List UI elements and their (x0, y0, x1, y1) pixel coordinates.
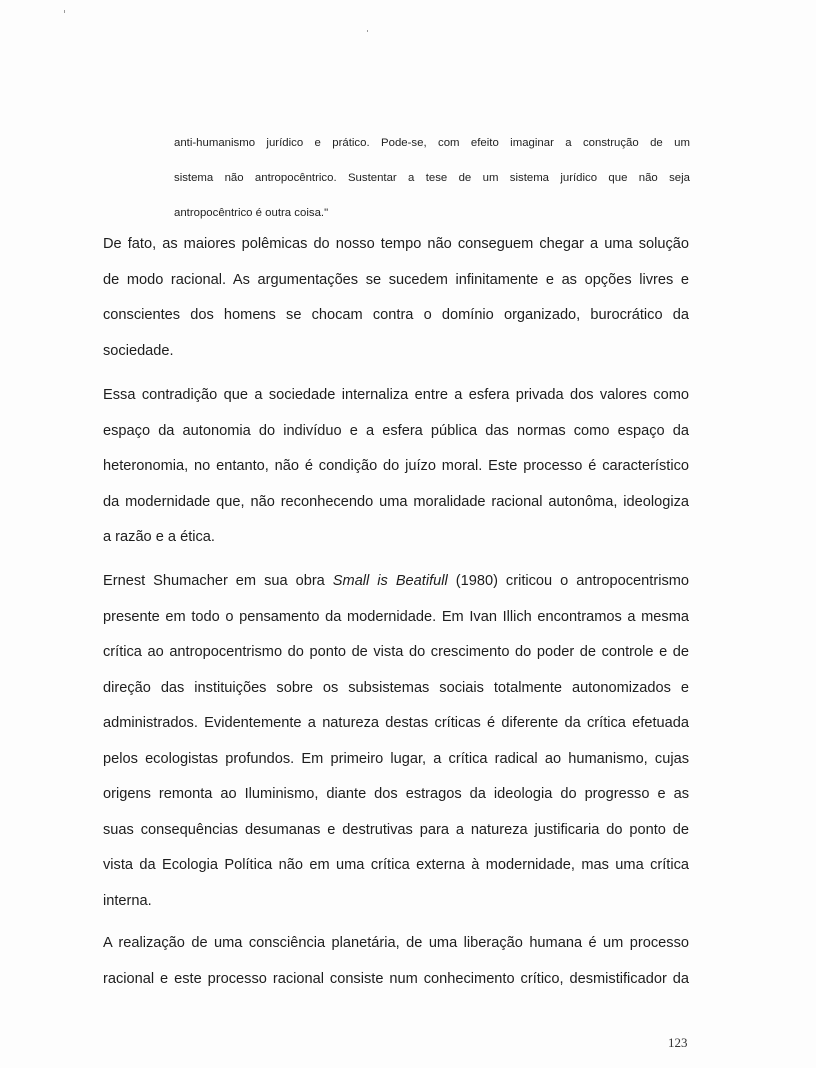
text-line: heteronomia, no entanto, não é condição do juízo moral. Este processo é característico (103, 458, 689, 474)
text-line: Essa contradição que a sociedade internaliza entre a esfera privada dos valores como (103, 387, 689, 403)
page-number: 123 (668, 1035, 688, 1050)
paragraph-2 (103, 378, 689, 556)
text-line: suas consequências desumanas e destrutivas para a natureza justificaria do ponto de (103, 821, 689, 838)
text-line: a razão e a ética. (103, 529, 215, 545)
text-line: presente em todo o pensamento da modernidade. Em Ivan Illich encontramos a mesma (103, 608, 689, 625)
scan-speck (367, 30, 368, 32)
text-line: A realização de uma consciência planetária, de uma liberação humana é um processo (103, 935, 689, 951)
paragraph-4 (103, 926, 689, 997)
text-line: espaço da autonomia do indivíduo e a esfera pública das normas como espaço da (103, 422, 689, 439)
quote-line: anti-humanismo jurídico e prático. Pode-se, com efeito imaginar a construção de um (174, 137, 690, 149)
text-line: de modo racional. As argumentações se sucedem infinitamente e as opções livres e (103, 271, 689, 288)
text-line: direção das instituições sobre os subsistemas sociais totalmente autonomizados e (103, 679, 689, 696)
text-line: origens remonta ao Iluminismo, diante dos estragos da ideologia do progresso e as (103, 786, 689, 802)
scan-speck (64, 10, 65, 13)
text-line: De fato, as maiores polêmicas do nosso tempo não conseguem chegar a uma solução (103, 236, 689, 252)
text-fragment: (1980) criticou o antropocentrismo (447, 573, 689, 589)
text-fragment: Ernest Shumacher em sua obra (103, 573, 333, 589)
text-line: interna. (103, 892, 152, 909)
text-line: sociedade. (103, 342, 174, 359)
text-line: administrados. Evidentemente a natureza destas críticas é diferente da crítica efetuada (103, 715, 689, 731)
text-line-with-title (103, 564, 689, 600)
paragraph-1 (103, 227, 689, 369)
text-line: conscientes dos homens se chocam contra o domínio organizado, burocrático da (103, 307, 689, 323)
quote-line: sistema não antropocêntrico. Sustentar a tese de um sistema jurídico que não seja (174, 172, 690, 184)
book-title: Small is Beatifull (332, 573, 448, 589)
block-quote (174, 126, 690, 231)
text-line: crítica ao antropocentrismo do ponto de vista do crescimento do poder de controle e de (103, 644, 689, 660)
text-line: pelos ecologistas profundos. Em primeiro lugar, a crítica radical ao humanismo, cujas (103, 750, 689, 767)
text-line: da modernidade que, não reconhecendo uma moralidade racional autonôma, ideologiza (103, 493, 689, 510)
paragraph-3 (103, 564, 689, 919)
quote-line: antropocêntrico é outra coisa." (174, 207, 329, 219)
text-line: racional e este processo racional consiste num conhecimento crítico, desmistificador da (103, 970, 689, 987)
text-line: vista da Ecologia Política não em uma crítica externa à modernidade, mas uma crítica (103, 857, 689, 873)
